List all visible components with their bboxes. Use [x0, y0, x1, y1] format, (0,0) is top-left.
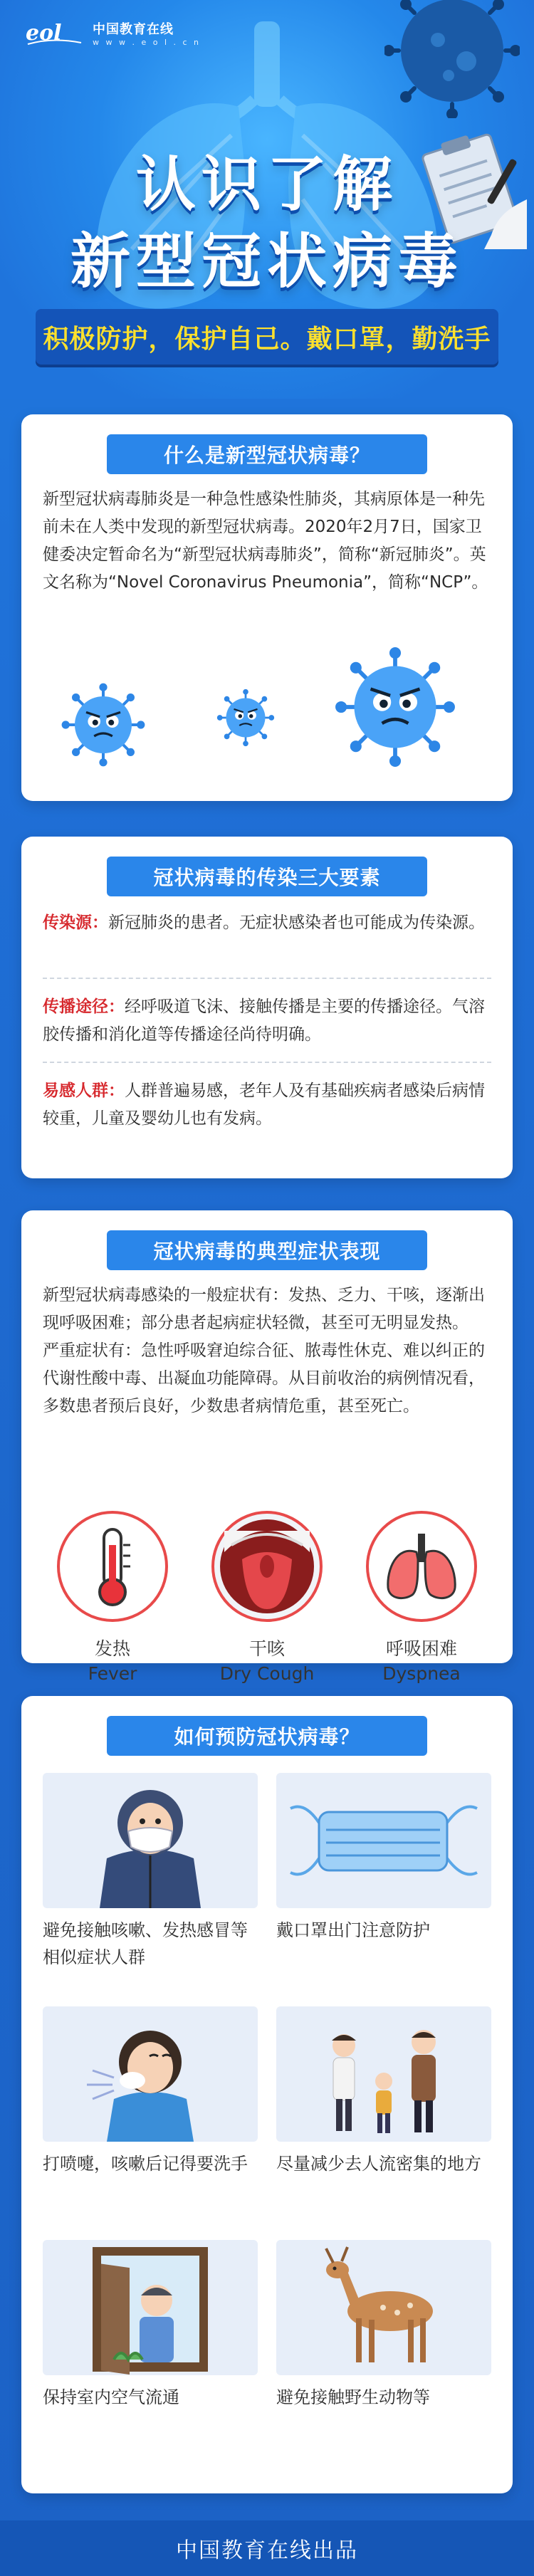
hero-slogan: 积极防护，保护自己。戴口罩，勤洗手: [36, 309, 498, 365]
symptom-fever: 发热 Fever: [41, 1511, 184, 1684]
tip-avoid-crowds: 尽量减少去人流密集的地方: [276, 2006, 491, 2177]
tip-ventilate: 保持室内空气流通: [43, 2240, 258, 2411]
footer-credit: 中国教育在线出品: [0, 2520, 534, 2576]
section-text: 新型冠状病毒肺炎是一种急性感染性肺炎，其病原体是一种先前未在人类中发现的新型冠状病毒。2020年2月7日，国家卫健委决定暂命名为“新型冠状病毒肺炎”，简称“新冠肺炎”。英文名称为“Novel Coronavirus Pneumonia”，简称“NCP”。: [43, 490, 488, 592]
cartoon-viruses-icon: [21, 639, 513, 782]
section-text: [43, 1282, 491, 1420]
section-transmission: [21, 837, 513, 1178]
factor-route: 传播途径：经呼吸道飞沫、接触传播是主要的传播途径。气溶胶传播和消化道等传播途径尚待明确。: [43, 998, 485, 1044]
factor-source: 传染源：新冠肺炎的患者。无症状感染者也可能成为传染源。: [43, 913, 485, 932]
brand-logo: [24, 19, 201, 47]
eol-logo-icon: [24, 19, 85, 47]
hero-title-line2: 新型冠状病毒: [70, 226, 464, 296]
open-window-icon: [43, 2240, 258, 2375]
lungs-icon: [382, 1531, 461, 1602]
tip-wear-mask: 戴口罩出门注意防护: [276, 1773, 491, 1944]
surgical-mask-icon: [276, 1773, 491, 1908]
section-title: 冠状病毒的典型症状表现: [107, 1230, 427, 1270]
hero-banner: [0, 0, 534, 399]
tip-wash-hands: 打喷嚏，咳嗽后记得要洗手: [43, 2006, 258, 2177]
virus-decoration-icon: [384, 0, 520, 118]
section-title: 什么是新型冠状病毒？: [107, 434, 427, 474]
factor-susceptible: 易感人群：人群普遍易感，老年人及有基础疾病者感染后病情较重，儿童及婴幼儿也有发病。: [43, 1082, 485, 1128]
brand-name: 中国教育在线: [93, 21, 174, 37]
tip-avoid-wildlife: 避免接触野生动物等: [276, 2240, 491, 2411]
section-title: 冠状病毒的传染三大要素: [107, 857, 427, 896]
family-walking-icon: [276, 2006, 491, 2142]
divider: [43, 978, 491, 979]
symptom-dyspnea: 呼吸困难 Dyspnea: [350, 1511, 493, 1684]
brand-url: w w w . e o l . c n: [93, 37, 201, 47]
tip-avoid-sick: 避免接触咳嗽、发热感冒等相似症状人群: [43, 1773, 258, 1971]
throat-icon: [217, 1517, 317, 1616]
divider: [43, 1062, 491, 1063]
section-symptoms: [21, 1210, 513, 1684]
section-what-is-virus: [21, 414, 513, 801]
masked-person-icon: [43, 1773, 258, 1908]
symptoms-general: 新型冠状病毒感染的一般症状有：发热、乏力、干咳，逐渐出现呼吸困难；部分患者起病症状轻微，甚至可无明显发热。: [43, 1286, 485, 1332]
symptom-dry-cough: 干咳 Dry Cough: [196, 1511, 338, 1684]
hero-title-line1: 认识了解: [135, 150, 398, 219]
deer-icon: [276, 2240, 491, 2375]
symptoms-severe: 严重症状有：急性呼吸窘迫综合征、脓毒性休克、难以纠正的代谢性酸中毒、出凝血功能障碍。从目前收治的病例情况看，多数患者预后良好，少数患者病情危重，甚至死亡。: [43, 1341, 485, 1415]
svg-text:eol: eol: [26, 21, 62, 46]
section-title: 如何预防冠状病毒？: [107, 1716, 427, 1756]
thermometer-icon: [80, 1524, 145, 1609]
sneezing-person-icon: [43, 2006, 258, 2142]
section-prevention: [21, 1696, 513, 2493]
